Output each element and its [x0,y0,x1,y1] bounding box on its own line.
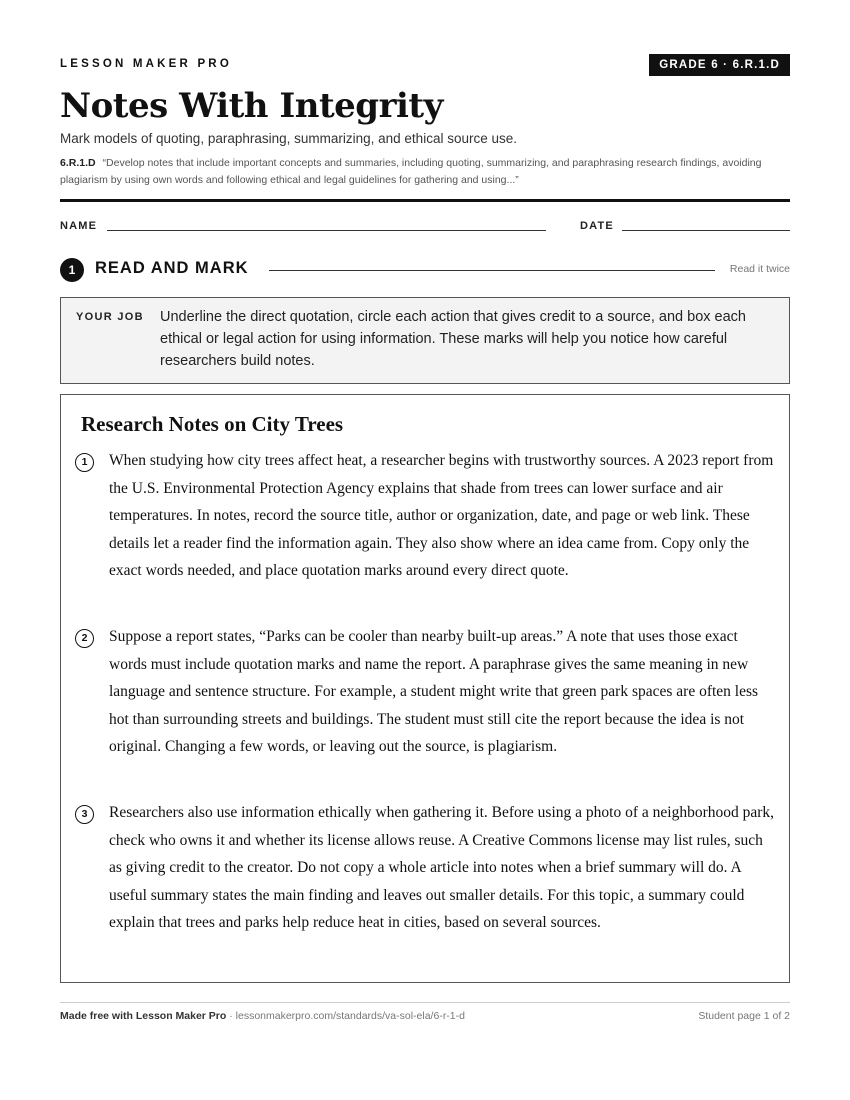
page-title: Notes With Integrity [60,86,443,126]
paragraph-text: Suppose a report states, “Parks can be cooler than nearby built-up areas.” A note that uses those exact words must include quotation marks and name the report. A paraphrase gives the same meaning in new language and sentence structure. For example, a student might write that green park spaces are often less hot than surrounding streets and buildings. The student must still cite the report because the idea is not original. Changing a few words, or leaving out the source, is plagiarism. [109,628,759,756]
date-field-line[interactable] [622,230,790,231]
standard-text: “Develop notes that include important concepts and summaries, including quoting, summarizing, and paraphrasing research findings, avoiding plagiarism by using own words and following ethical and legal guidelines for gathering and using...” [60,157,762,186]
your-job-label: YOUR JOB [76,311,144,323]
footer-made-with: Made free with Lesson Maker Pro [60,1010,227,1022]
footer-url: · lessonmakerpro.com/standards/va-sol-ela/6-r-1-d [226,1010,465,1022]
name-date-row [60,220,790,240]
footer-page-number: Student page 1 of 2 [698,1010,790,1022]
grade-badge: GRADE 6 · 6.R.1.D [649,54,790,76]
reading-title: Research Notes on City Trees [81,412,344,436]
section-rule [269,270,715,271]
reading-passage-box [60,394,790,983]
your-job-box [60,297,790,384]
brand-name: LESSON MAKER PRO [60,58,232,70]
paragraph-number-badge: 3 [75,805,94,824]
footer-divider [60,1002,790,1003]
paragraph-text: When studying how city trees affect heat, a researcher begins with trustworthy sources. A 2023 report from the U.S. Environmental Protection Agency explains that shade from trees can lower surface and air temperatures. In notes, record the source title, author or organization, date, and page or web link. These details let a reader find the information again. They also show where an idea came from. Copy only the exact words needed, and place quotation marks around every direct quote. [109,452,774,580]
section-header-read-and-mark [60,258,790,282]
paragraph-text: Researchers also use information ethically when gathering it. Before using a photo of a neighborhood park, check who owns it and whether its license allows reuse. A Creative Commons license may list rules, such as giving credit to the creator. Do not copy a whole article into notes when a brief summary will do. A useful summary states the main finding and leaves out smaller details. For this topic, a summary could explain that trees and parks help reduce heat in cities, based on several sources. [109,804,775,932]
footer-credit [60,1010,465,1022]
name-label: NAME [60,220,98,232]
section-title: READ AND MARK [95,259,249,277]
standard-code: 6.R.1.D [60,157,96,169]
header-divider [60,199,790,202]
standard-description [60,155,790,189]
your-job-instructions: Underline the direct quotation, circle each action that gives credit to a source, and box each ethical or legal action for using information. These marks will help you notice how careful researchers build notes. [160,309,746,369]
page-subtitle: Mark models of quoting, paraphrasing, summarizing, and ethical source use. [60,131,517,146]
paragraph-number-badge: 1 [75,453,94,472]
step-number-badge: 1 [60,258,84,282]
date-label: DATE [580,220,614,232]
name-field-line[interactable] [107,230,546,231]
paragraph-number-badge: 2 [75,629,94,648]
section-note: Read it twice [729,263,790,275]
